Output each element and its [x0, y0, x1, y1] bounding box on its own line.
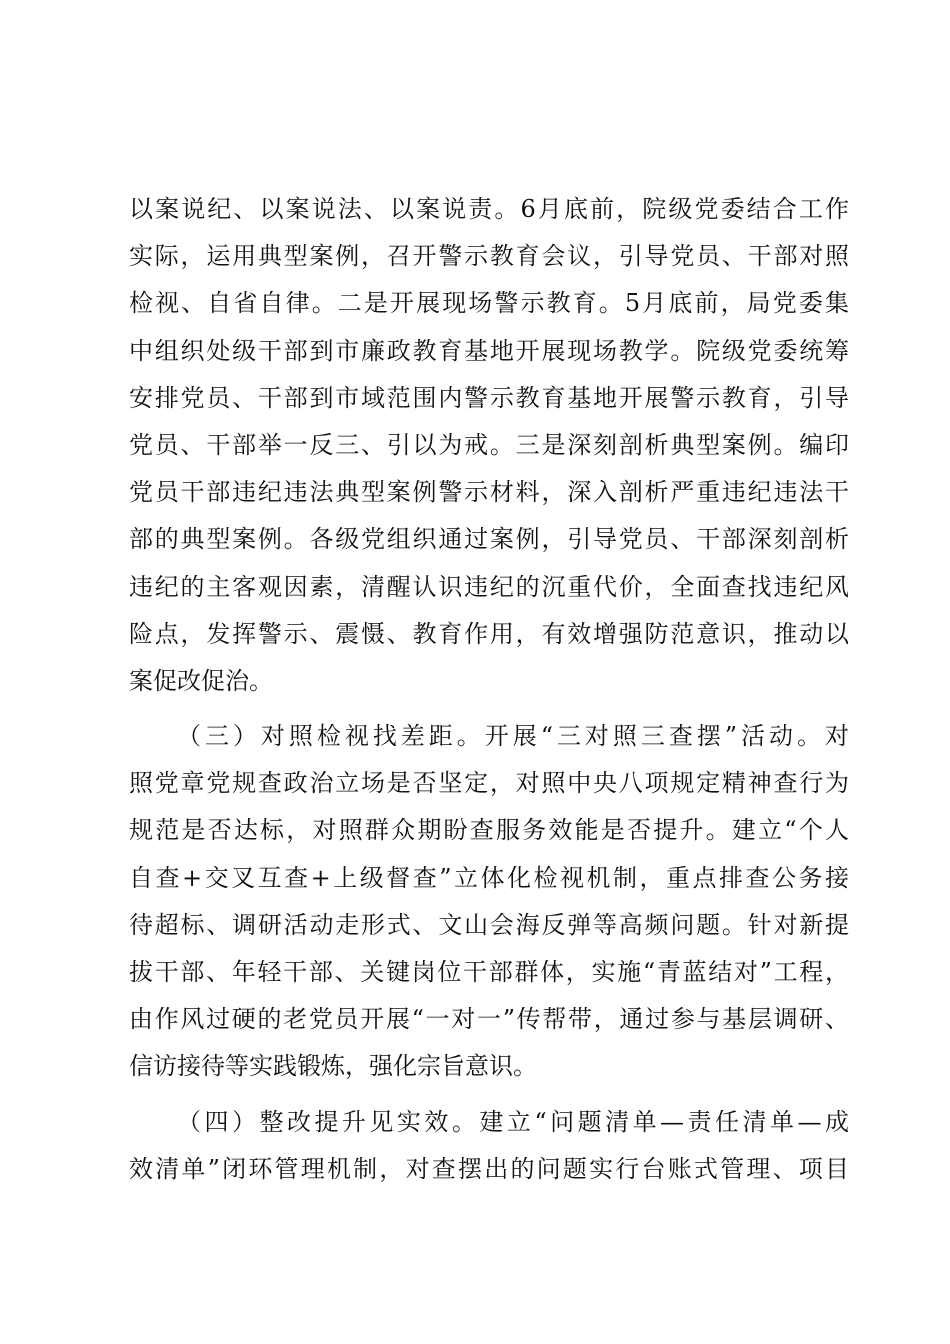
- paragraph-2-line: 待超标、调研活动走形式、文山会海反弹等高频问题。针对新提: [129, 910, 849, 939]
- paragraph-gap: [129, 705, 849, 713]
- paragraph-2-line: 规范是否达标，对照群众期盼查服务效能是否提升。建立“个人: [129, 816, 849, 845]
- paragraph-gap: [129, 1091, 849, 1099]
- paragraph-1-line: 中组织处级干部到市廉政教育基地开展现场教学。院级党委统筹: [129, 336, 849, 365]
- paragraph-2-line: 照党章党规查政治立场是否坚定，对照中央八项规定精神查行为: [129, 769, 849, 798]
- paragraph-2-line: 信访接待等实践锻炼，强化宗旨意识。: [129, 1052, 537, 1081]
- document-body: [129, 186, 849, 1193]
- paragraph-1-line: 党员干部违纪违法典型案例警示材料，深入剖析严重违纪违法干: [129, 478, 849, 507]
- paragraph-3-line: （四）整改提升见实效。建立“问题清单—责任清单—成: [177, 1107, 849, 1136]
- paragraph-1-line: 检视、自省自律。二是开展现场警示教育。5月底前，局党委集: [129, 289, 849, 318]
- paragraph-2-line: 由作风过硬的老党员开展“一对一”传帮带，通过参与基层调研、: [129, 1005, 849, 1034]
- paragraph-1-line: 部的典型案例。各级党组织通过案例，引导党员、干部深刻剖析: [129, 525, 849, 554]
- paragraph-1-line: 案促改促治。: [129, 666, 273, 695]
- paragraph-2-line: 拔干部、年轻干部、关键岗位干部群体，实施“青蓝结对”工程，: [129, 958, 849, 986]
- paragraph-1-line: 安排党员、干部到市域范围内警示教育基地开展警示教育，引导: [129, 383, 849, 412]
- paragraph-1-line: 以案说纪、以案说法、以案说责。6月底前，院级党委结合工作: [129, 195, 849, 223]
- paragraph-3-line: 效清单”闭环管理机制，对查摆出的问题实行台账式管理、项目: [129, 1154, 849, 1183]
- paragraph-1-line: 党员、干部举一反三、引以为戒。三是深刻剖析典型案例。编印: [129, 430, 849, 459]
- paragraph-1-line: 实际，运用典型案例，召开警示教育会议，引导党员、干部对照: [129, 242, 849, 271]
- paragraph-1-line: 险点，发挥警示、震慑、教育作用，有效增强防范意识，推动以: [129, 619, 849, 648]
- paragraph-1-line: 违纪的主客观因素，清醒认识违纪的沉重代价，全面查找违纪风: [129, 572, 849, 601]
- paragraph-2-line: 自查+交叉互查+上级督查”立体化检视机制，重点排查公务接: [129, 863, 849, 892]
- paragraph-2-line: （三）对照检视找差距。开展“三对照三查摆”活动。对: [177, 722, 849, 751]
